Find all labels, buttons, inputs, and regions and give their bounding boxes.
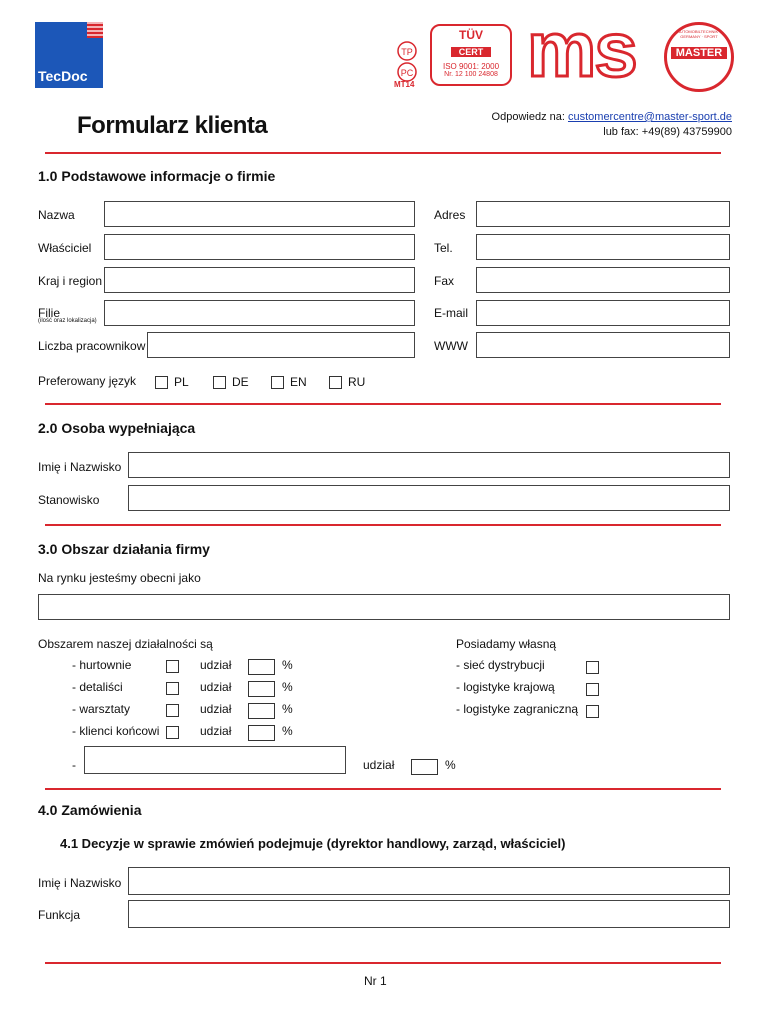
section-2-rule [45, 524, 721, 526]
own-checkbox-logistyke-krajowa[interactable] [586, 683, 599, 696]
lang-label-ru: RU [348, 375, 366, 389]
lang-label-pl: PL [174, 375, 189, 389]
posiadamy-label: Posiadamy własną [456, 637, 557, 651]
lang-checkbox-pl[interactable] [155, 376, 168, 389]
fax-label: Fax [434, 274, 455, 288]
tel-input[interactable] [476, 234, 730, 260]
adres-input[interactable] [476, 201, 730, 227]
funkcja-label: Funkcja [38, 908, 81, 922]
udzial-label-3: udział [200, 702, 232, 716]
pct-label-4: % [282, 724, 293, 738]
nazwa-label: Nazwa [38, 208, 75, 222]
reply-prefix: Odpowiedz na: [491, 111, 565, 123]
lang-checkbox-en[interactable] [271, 376, 284, 389]
own-checkbox-logistyke-zagraniczna[interactable] [586, 705, 599, 718]
funkcja-input[interactable] [128, 900, 730, 928]
section-4-1-heading: 4.1 Decyzje w sprawie zmówień podejmuje (dyrektor handlowy, zarząd, właściciel) [60, 836, 566, 851]
ms-logo [525, 5, 653, 93]
filie-input[interactable] [104, 300, 415, 326]
nazwa-input[interactable] [104, 201, 415, 227]
obszar-label: Obszarem naszej działalności są [38, 637, 213, 651]
tecdoc-logo-text: TecDoc [38, 68, 88, 84]
jezyk-label: Preferowany język [38, 374, 137, 388]
adres-label: Adres [434, 208, 466, 222]
udzial-label-1: udział [200, 658, 232, 672]
lang-label-en: EN [290, 375, 307, 389]
kraj-input[interactable] [104, 267, 415, 293]
imie-label: Imię i Nazwisko [38, 460, 122, 474]
filie-label: Filie [38, 306, 61, 320]
udzial-input-klienci[interactable] [248, 725, 275, 741]
section-2-heading: 2.0 Osoba wypełniająca [38, 420, 196, 436]
wlasciciel-label: Właściciel [38, 241, 92, 255]
kraj-label: Kraj i region [38, 274, 103, 288]
area-checkbox-hurtownie[interactable] [166, 660, 179, 673]
own-label-logistyke-zagraniczna: - logistyke zagraniczną [456, 702, 579, 716]
ms-logo-text: ms [527, 5, 636, 93]
udzial-label-4: udział [200, 724, 232, 738]
area-label-hurtownie: - hurtownie [72, 658, 132, 672]
header-rule [45, 152, 721, 154]
stanowisko-label: Stanowisko [38, 493, 100, 507]
www-label: WWW [434, 339, 468, 353]
tuv-top: TÜV [459, 28, 483, 42]
own-checkbox-siec[interactable] [586, 661, 599, 674]
page-title: Formularz klienta [77, 112, 268, 139]
other-area-input[interactable] [84, 746, 346, 774]
lang-checkbox-de[interactable] [213, 376, 226, 389]
udzial-label-5: udział [363, 758, 395, 772]
udzial-input-hurtownie[interactable] [248, 659, 275, 675]
decision-imie-input[interactable] [128, 867, 730, 895]
pct-label-2: % [282, 680, 293, 694]
iso-label: ISO 9001: 2000 [442, 62, 500, 71]
fax-number: lub fax: +49(89) 43759900 [603, 126, 732, 138]
mt14-label: MT14 [394, 80, 415, 89]
footer-rule [45, 962, 721, 964]
area-checkbox-warsztaty[interactable] [166, 704, 179, 717]
tuv-cert-box [430, 24, 512, 86]
lang-checkbox-ru[interactable] [329, 376, 342, 389]
tecdoc-grid-icon [87, 22, 103, 38]
lang-label-de: DE [232, 375, 249, 389]
rynek-input[interactable] [38, 594, 730, 620]
pct-label-5: % [445, 758, 456, 772]
master-sport-logo [664, 22, 734, 92]
other-dash: - [72, 758, 76, 772]
decision-imie-label: Imię i Nazwisko [38, 876, 122, 890]
area-label-detalisci: - detaliści [72, 680, 123, 694]
tel-label: Tel. [434, 241, 453, 255]
own-label-siec: - sieć dystrybucji [456, 658, 545, 672]
svg-text:РС: РС [400, 68, 414, 78]
section-4-heading: 4.0 Zamówienia [38, 802, 142, 818]
liczba-label: Liczba pracownikow [38, 339, 146, 353]
area-checkbox-klienci[interactable] [166, 726, 179, 739]
email-label: E-mail [434, 306, 469, 320]
own-label-logistyke-krajowa: - logistyke krajową [456, 680, 555, 694]
tecdoc-logo [35, 22, 103, 88]
master-logo-text: MASTER [671, 47, 727, 59]
wlasciciel-input[interactable] [104, 234, 415, 260]
pct-label-3: % [282, 702, 293, 716]
area-checkbox-detalisci[interactable] [166, 682, 179, 695]
reply-email-link[interactable]: customercentre@master-sport.de [567, 111, 732, 123]
area-label-warsztaty: - warsztaty [72, 702, 131, 716]
udzial-input-detalisci[interactable] [248, 681, 275, 697]
master-ring-text: AUTOMOBILTECHNIK · GERMANY · SPORT [677, 29, 721, 39]
udzial-label-2: udział [200, 680, 232, 694]
rynek-label: Na rynku jesteśmy obecni jako [38, 571, 201, 585]
section-3-rule [45, 788, 721, 790]
www-input[interactable] [476, 332, 730, 358]
fax-input[interactable] [476, 267, 730, 293]
area-label-klienci: - klienci końcowi [72, 724, 160, 738]
page-number: Nr 1 [364, 974, 387, 988]
udzial-input-warsztaty[interactable] [248, 703, 275, 719]
udzial-input-other[interactable] [411, 759, 438, 775]
svg-text:ТР: ТР [401, 47, 413, 57]
pct-label-1: % [282, 658, 293, 672]
section-3-heading: 3.0 Obszar działania firmy [38, 541, 210, 557]
email-input[interactable] [476, 300, 730, 326]
filie-sublabel: (ilość oraz lokalizacja) [38, 318, 97, 324]
tuv-cert: CERT [451, 47, 492, 57]
imie-input[interactable] [128, 452, 730, 478]
section-1-rule [45, 403, 721, 405]
cert-number: Nr. 12 100 24808 [444, 71, 498, 78]
liczba-input[interactable] [147, 332, 415, 358]
stanowisko-input[interactable] [128, 485, 730, 511]
section-1-heading: 1.0 Podstawowe informacje o firmie [38, 168, 276, 184]
